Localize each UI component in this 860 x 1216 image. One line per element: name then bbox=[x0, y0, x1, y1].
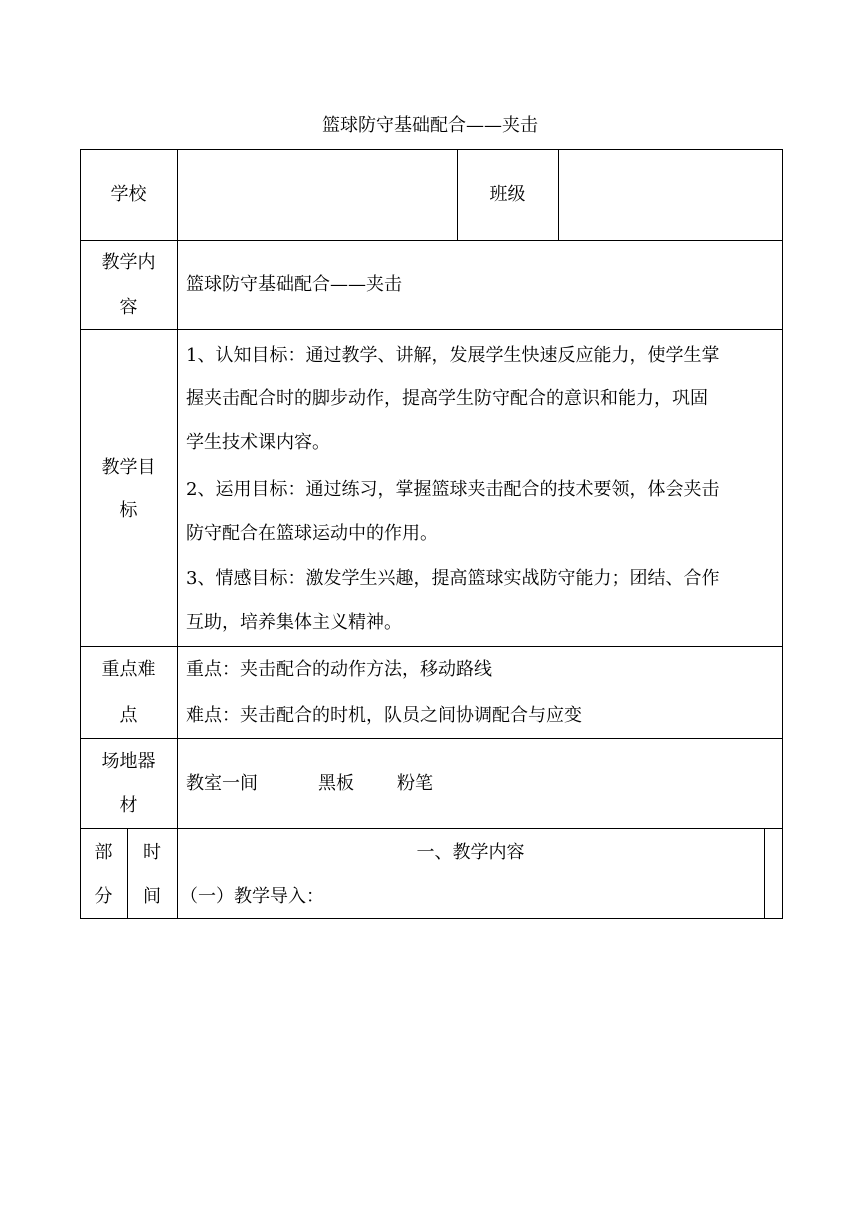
class-value-divider bbox=[558, 149, 559, 241]
goal-line: 互助，培养集体主义精神。 bbox=[186, 612, 402, 633]
content-inner-right-border bbox=[764, 828, 765, 919]
key-label-line1: 重点难 bbox=[101, 659, 156, 680]
equipment-label-line2: 材 bbox=[119, 795, 138, 816]
goal-line: 握夹击配合时的脚步动作，提高学生防守配合的意识和能力，巩固 bbox=[186, 388, 708, 409]
key-point: 重点：夹击配合的动作方法，移动路线 bbox=[186, 659, 492, 680]
equipment-label-line1: 场地器 bbox=[101, 751, 156, 772]
goal-line: 2、运用目标：通过练习，掌握篮球夹击配合的技术要领，体会夹击 bbox=[186, 479, 720, 500]
row-divider bbox=[80, 828, 783, 829]
content-label-line2: 容 bbox=[119, 297, 138, 318]
goal-line: 3、情感目标：激发学生兴趣，提高篮球实战防守能力；团结、合作 bbox=[186, 568, 720, 589]
goals-label-line2: 标 bbox=[119, 500, 138, 521]
row-divider bbox=[80, 646, 783, 647]
school-label: 学校 bbox=[110, 184, 147, 205]
part-label-line2: 分 bbox=[94, 886, 113, 907]
goal-line: 1、认知目标：通过教学、讲解，发展学生快速反应能力，使学生掌 bbox=[186, 345, 720, 366]
document-title: 篮球防守基础配合——夹击 bbox=[322, 115, 538, 136]
section-subheading: （一）教学导入： bbox=[180, 886, 324, 907]
section-heading: 一、教学内容 bbox=[416, 842, 525, 863]
goal-line: 防守配合在篮球运动中的作用。 bbox=[186, 523, 438, 544]
content-value: 篮球防守基础配合——夹击 bbox=[186, 274, 402, 295]
goals-label-line1: 教学目 bbox=[101, 457, 156, 478]
time-label-line2: 间 bbox=[143, 886, 161, 907]
table-border-top bbox=[80, 149, 783, 150]
equipment-item: 粉笔 bbox=[397, 773, 433, 794]
equipment-item: 教室一间 bbox=[186, 773, 258, 794]
goal-line: 学生技术课内容。 bbox=[186, 432, 330, 453]
part-label-line1: 部 bbox=[94, 842, 113, 863]
content-label-line1: 教学内 bbox=[101, 252, 156, 273]
difficulty-point: 难点：夹击配合的时机，队员之间协调配合与应变 bbox=[186, 705, 582, 726]
row-divider bbox=[80, 738, 783, 739]
time-label-line1: 时 bbox=[143, 842, 161, 863]
row-divider bbox=[80, 240, 783, 241]
key-label-line2: 点 bbox=[119, 705, 138, 726]
table-border-bottom bbox=[80, 918, 783, 919]
class-label: 班级 bbox=[489, 184, 526, 205]
row-divider bbox=[80, 329, 783, 330]
label-column-divider bbox=[177, 149, 178, 919]
equipment-item: 黑板 bbox=[318, 773, 354, 794]
table-border-right bbox=[782, 149, 783, 919]
